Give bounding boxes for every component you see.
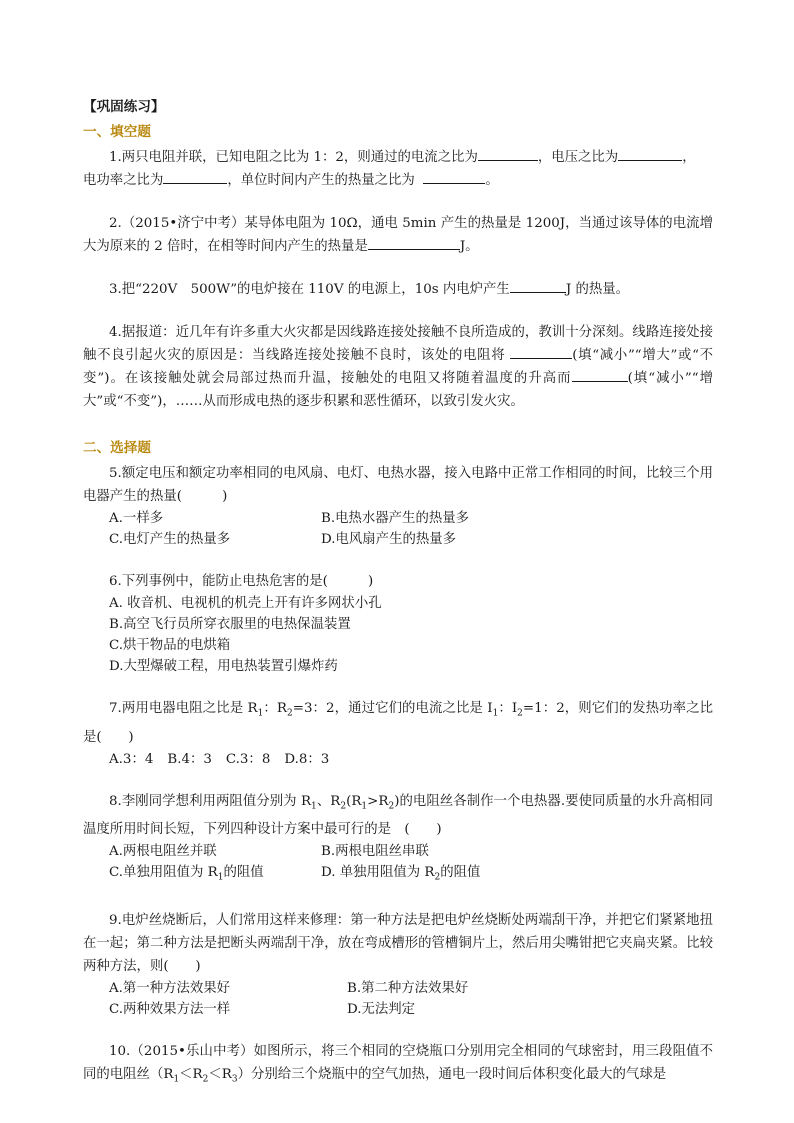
option-d[interactable]: D.大型爆破工程，用电热装置引爆炸药	[109, 659, 338, 674]
worksheet	[83, 96, 713, 1112]
q1-text: 1.两只电阻并联，已知电阻之比为 1：2，则通过的电流之比为	[109, 150, 478, 165]
option-a[interactable]: A.一样多	[109, 511, 164, 526]
question-2: 2.（2015•济宁中考）某导体电阻为 10Ω，通电 5min 产生的热量是 1200J，当通过该导体的电流增大为原来的 2 倍时，在相等时间内产生的热量是 J。	[83, 216, 713, 254]
q8-stem: 8.李刚同学想利用两阻值分别为 $R_1$、$R_2(R_1>R_2)$的电阻丝各制作一个电热器.要使同质量的水升高相同温度所用时间长短，下列四种设计方案中最可行的是 ( )	[83, 793, 713, 838]
question-6	[83, 570, 713, 677]
answer-blank[interactable]	[478, 146, 538, 161]
section-title-fill: 一、填空题	[83, 124, 151, 140]
section-title-choice: 二、选择题	[83, 440, 151, 456]
option-d[interactable]: D. 单独用阻值为 $R_2$的阻值	[321, 865, 481, 884]
option-c[interactable]: C.单独用阻值为 $R_1$的阻值	[109, 865, 264, 884]
option-d[interactable]: D.8：3	[284, 751, 330, 767]
question-7	[83, 697, 713, 770]
question-8	[83, 790, 713, 889]
q2-text: 2.（2015•济宁中考）某导体电阻为 10Ω，通电 5min 产生的热量是 1200J，当通过该导体的电流增大为原来的 2 倍时，在相等时间内产生的热量是	[83, 216, 713, 254]
option-a[interactable]: A.3：4	[109, 751, 154, 767]
question-3: 3.把“220V 500W”的电炉接在 110V 的电源上，10s 内电炉产生 J 的热量。	[83, 278, 713, 301]
option-a[interactable]: A.两根电阻丝并联	[109, 844, 217, 860]
question-4: 4.据报道：近几年有许多重大火灾都是因线路连接处接触不良所造成的，教训十分深刻。线路连接处接触不良引起火灾的原因是：当线路连接处接触不良时，该处的电阻将 (填“减小”“增大”或“不变”)。在该接触处就会局部过热而升温，接触处的电阻又将随着温度的升高而 (填“减小”“增大”或“不变”)，……从而形成电热的逐步积累和恶性循环，以致引发火灾。	[83, 325, 714, 409]
answer-blank[interactable]	[163, 169, 227, 184]
question-5	[83, 462, 713, 550]
option-a[interactable]: A. 收音机、电视机的机壳上开有许多网状小孔	[109, 596, 382, 611]
q7-options	[83, 749, 713, 770]
q10-stem: 10.（2015•乐山中考）如图所示，将三个相同的空烧瓶口分别用完全相同的气球密封，用三段阻值不同的电阻丝$(R_1<R_2<R_3)$分别给三个烧瓶中的空气加热，通电一段时间后体积变化最大的气球是	[83, 1044, 713, 1085]
answer-blank[interactable]	[510, 278, 566, 293]
option-d[interactable]: D.电风扇产生的热量多	[321, 532, 457, 547]
option-b[interactable]: B.第二种方法效果好	[347, 981, 469, 997]
q8-options	[83, 841, 713, 889]
answer-blank[interactable]	[368, 235, 460, 250]
q6-stem: 6.下列事例中，能防止电热危害的是( )	[109, 574, 374, 589]
q7-stem: 7.两用电器电阻之比是 $R_1$：$R_2=3$：2，通过它们的电流之比是 $I_1$：$I_2=1$：2，则它们的发热功率之比是( )	[83, 701, 713, 745]
q5-stem: 5.额定电压和额定功率相同的电风扇、电灯、电热水器，接入电路中正常工作相同的时间，比较三个用电器产生的热量( )	[83, 466, 713, 504]
option-c[interactable]: C.电灯产生的热量多	[109, 532, 231, 547]
q6-options	[83, 593, 713, 677]
q3-text: 3.把“220V 500W”的电炉接在 110V 的电源上，10s 内电炉产生	[109, 282, 510, 297]
option-d[interactable]: D.无法判定	[347, 1002, 416, 1018]
q5-options	[83, 508, 713, 550]
answer-blank[interactable]	[510, 344, 572, 359]
option-a[interactable]: A.第一种方法效果好	[109, 981, 231, 997]
option-b[interactable]: B.高空飞行员所穿衣服里的电热保温装置	[109, 617, 351, 632]
question-10	[83, 1040, 713, 1092]
answer-blank[interactable]	[618, 146, 682, 161]
option-c[interactable]: C.烘干物品的电烘箱	[109, 638, 231, 653]
option-c[interactable]: C.两种效果方法一样	[109, 1002, 231, 1018]
answer-blank[interactable]	[423, 169, 485, 184]
question-9	[83, 909, 713, 1020]
option-b[interactable]: B.电热水器产生的热量多	[321, 511, 470, 526]
option-c[interactable]: C.3：8	[225, 751, 271, 767]
option-b[interactable]: B.4：3	[167, 751, 212, 767]
q4-text: 4.据报道：近几年有许多重大火灾都是因线路连接处接触不良所造成的，教训十分深刻。线路连接处接触不良引起火灾的原因是：当线路连接处接触不良时，该处的电阻将	[83, 325, 713, 363]
q9-options	[83, 978, 713, 1020]
option-b[interactable]: B.两根电阻丝串联	[321, 844, 429, 860]
question-1: 1.两只电阻并联，已知电阻之比为 1：2，则通过的电流之比为 ，电压之比为 ， 电功率之比为 ，单位时间内产生的热量之比为 。	[83, 146, 713, 192]
answer-blank[interactable]	[572, 367, 628, 382]
worksheet-title: 【巩固练习】	[83, 99, 165, 115]
q9-stem: 9.电炉丝烧断后，人们常用这样来修理：第一种方法是把电炉丝烧断处两端刮干净，并把它们紧紧地扭在一起；第二种方法是把断头两端刮干净，放在弯成槽形的管槽铜片上，然后用尖嘴钳把它夹扁夹紧。比较两种方法，则( )	[83, 913, 713, 975]
